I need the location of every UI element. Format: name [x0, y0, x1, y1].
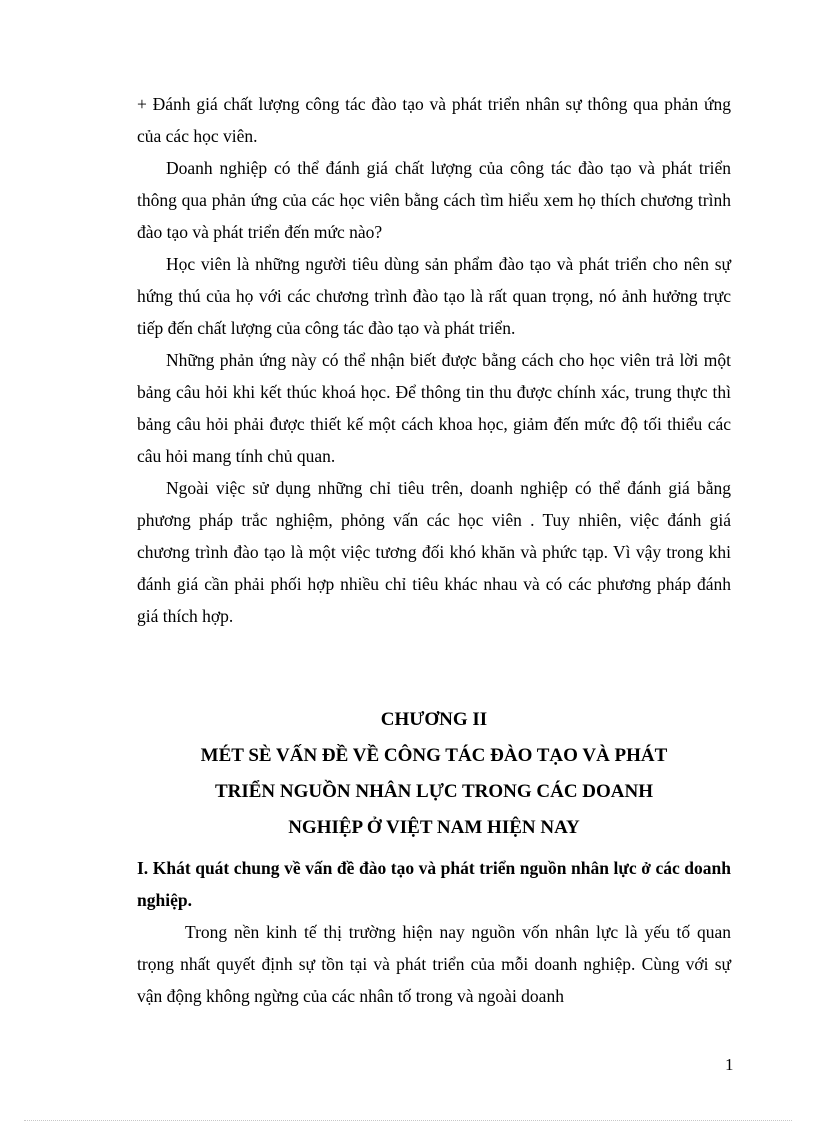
page-bottom-divider: [24, 1120, 792, 1121]
chapter-title-line: NGHIỆP Ở VIỆT NAM HIỆN NAY: [288, 817, 580, 838]
body-text-block-bottom: [137, 916, 731, 1012]
paragraph: + Đánh giá chất lượng công tác đào tạo và phát triển nhân sự thông qua phản ứng của các học viên.: [137, 94, 731, 146]
chapter-label: CHƯƠNG II: [380, 709, 488, 730]
chapter-title-line: TRIỂN NGUỒN NHÂN LỰC TRONG CÁC DOANH: [214, 781, 654, 802]
body-text-block-top: [137, 88, 731, 632]
paragraph: Những phản ứng này có thể nhận biết được bằng cách cho học viên trả lời một bảng câu hỏi khi kết thúc khoá học. Để thông tin thu được chính xác, trung thực thì bảng câu hỏi phải được thiết kế một cách khoa học, giảm đến mức độ tối thiểu các câu hỏi mang tính chủ quan.: [137, 350, 731, 466]
paragraph: Doanh nghiệp có thể đánh giá chất lượng của công tác đào tạo và phát triển thông qua phản ứng của các học viên bằng cách tìm hiểu xem họ thích chương trình đào tạo và phát triển đến mức nào?: [137, 158, 731, 242]
paragraph: Trong nền kinh tế thị trường hiện nay nguồn vốn nhân lực là yếu tố quan trọng nhất quyết định sự tồn tại và phát triển của mỗi doanh nghiệp. Cùng với sự vận động không ngừng của các nhân tố trong và ngoài doanh: [137, 922, 731, 1006]
page-number: 1: [725, 1055, 734, 1074]
chapter-heading: [137, 702, 731, 846]
section-heading: I. Khát quát chung về vấn đề đào tạo và phát triển nguồn nhân lực ở các doanh nghiệp.: [137, 858, 731, 910]
paragraph: Học viên là những người tiêu dùng sản phẩm đào tạo và phát triển cho nên sự hứng thú của họ với các chương trình đào tạo là rất quan trọng, nó ảnh hưởng trực tiếp đến chất lượng của công tác đào tạo và phát triển.: [137, 254, 731, 338]
chapter-title-line: MÉT SÈ VẤN ĐỀ VỀ CÔNG TÁC ĐÀO TẠO VÀ PHÁT: [200, 745, 668, 766]
paragraph: Ngoài việc sử dụng những chỉ tiêu trên, doanh nghiệp có thể đánh giá bằng phương pháp trắc nghiệm, phỏng vấn các học viên . Tuy nhiên, việc đánh giá chương trình đào tạo là một việc tương đối khó khăn và phức tạp. Vì vậy trong khi đánh giá cần phải phối hợp nhiều chỉ tiêu khác nhau và có các phương pháp đánh giá thích hợp.: [137, 478, 731, 626]
